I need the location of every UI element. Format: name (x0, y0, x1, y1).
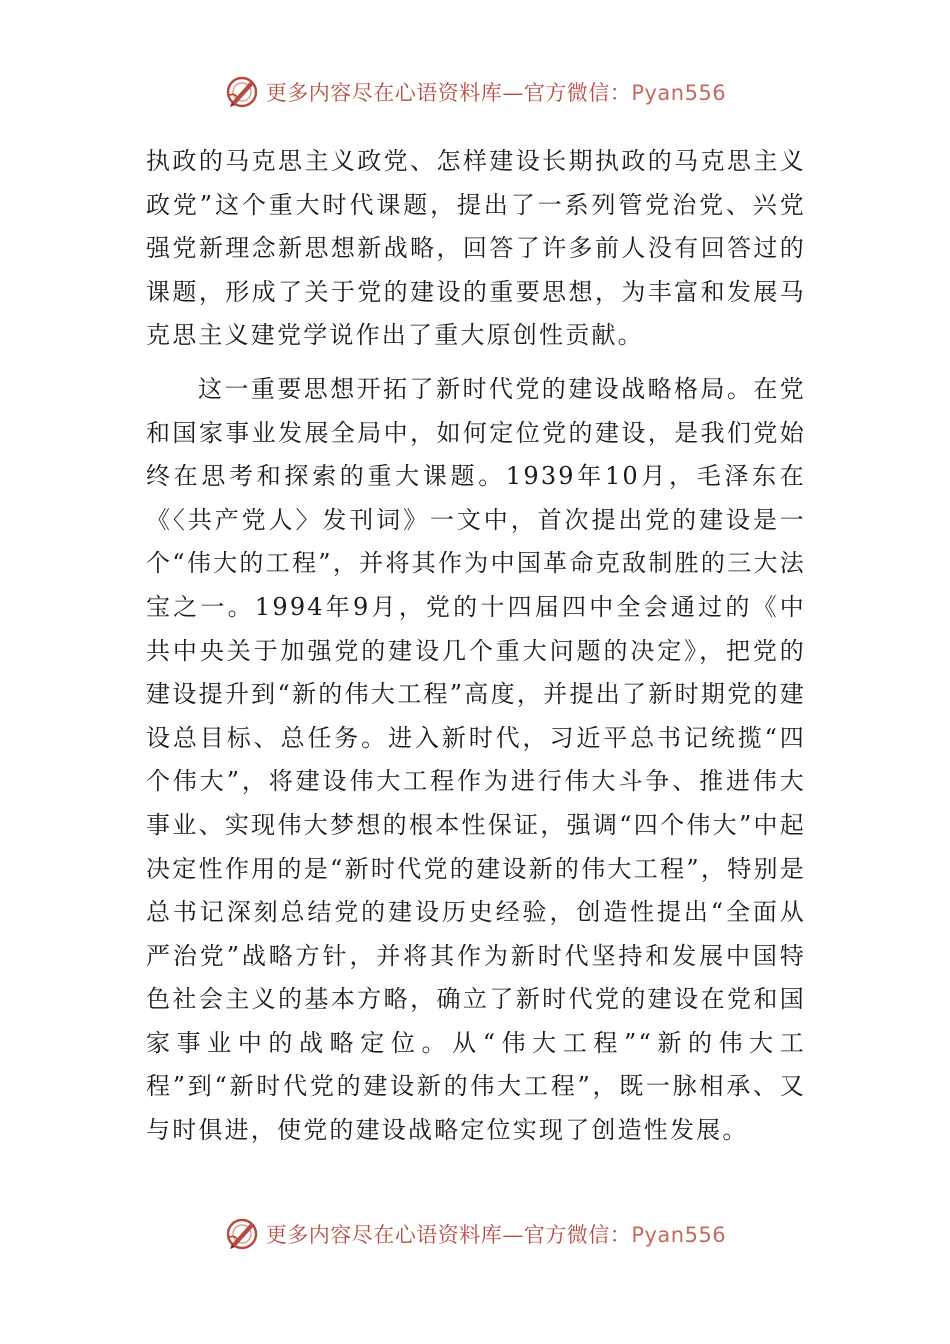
paragraph-2: 这一重要思想开拓了新时代党的建设战略格局。在党和国家事业发展全局中，如何定位党的建设，是我们党始终在思考和探索的重大课题。1939年10月，毛泽东在《〈共产党人〉发刊词》一文中，首次提出党的建设是一个“伟大的工程”，并将其作为中国革命克敌制胜的三大法宝之一。1994年9月，党的十四届四中全会通过的《中共中央关于加强党的建设几个重大问题的决定》，把党的建设提升到“新的伟大工程”高度，并提出了新时期党的建设总目标、总任务。进入新时代，习近平总书记统揽“四个伟大”，将建设伟大工程作为进行伟大斗争、推进伟大事业、实现伟大梦想的根本性保证，强调“四个伟大”中起决定性作用的是“新时代党的建设新的伟大工程”，特别是总书记深刻总结党的建设历史经验，创造性提出“全面从严治党”战略方针，并将其作为新时代坚持和发展中国特色社会主义的基本方略，确立了新时代党的建设在党和国家事业中的战略定位。从“伟大工程”“新的伟大工程”到“新时代党的建设新的伟大工程”，既一脉相承、又与时俱进，使党的建设战略定位实现了创造性发展。 (146, 374, 806, 1145)
header-watermark (0, 72, 950, 112)
footer-dash: — (502, 1223, 524, 1247)
footer-wechat-label: 官方微信： (523, 1223, 632, 1247)
footer-watermark (0, 1214, 950, 1254)
paragraph-1: 执政的马克思主义政党、怎样建设长期执政的马克思主义政党”这个重大时代课题，提出了一系列管党治党、兴党强党新理念新思想新战略，回答了许多前人没有回答过的课题，形成了关于党的建设的重要思想，为丰富和发展马克思主义建党学说作出了重大原创性贡献。 (146, 147, 806, 350)
header-wechat-label: 官方微信： (523, 81, 632, 105)
header-wechat-id: Pyan556 (631, 81, 727, 105)
footer-wechat-id: Pyan556 (631, 1223, 727, 1247)
header-dash: — (502, 81, 524, 105)
footer-brand: 更多内容尽在心语资料库 (265, 1223, 503, 1247)
pen-logo-icon (224, 1216, 260, 1252)
header-brand: 更多内容尽在心语资料库 (265, 81, 503, 105)
header-text (266, 77, 726, 107)
footer-text (266, 1219, 726, 1249)
document-body (146, 140, 806, 1153)
pen-logo-icon (224, 74, 260, 110)
